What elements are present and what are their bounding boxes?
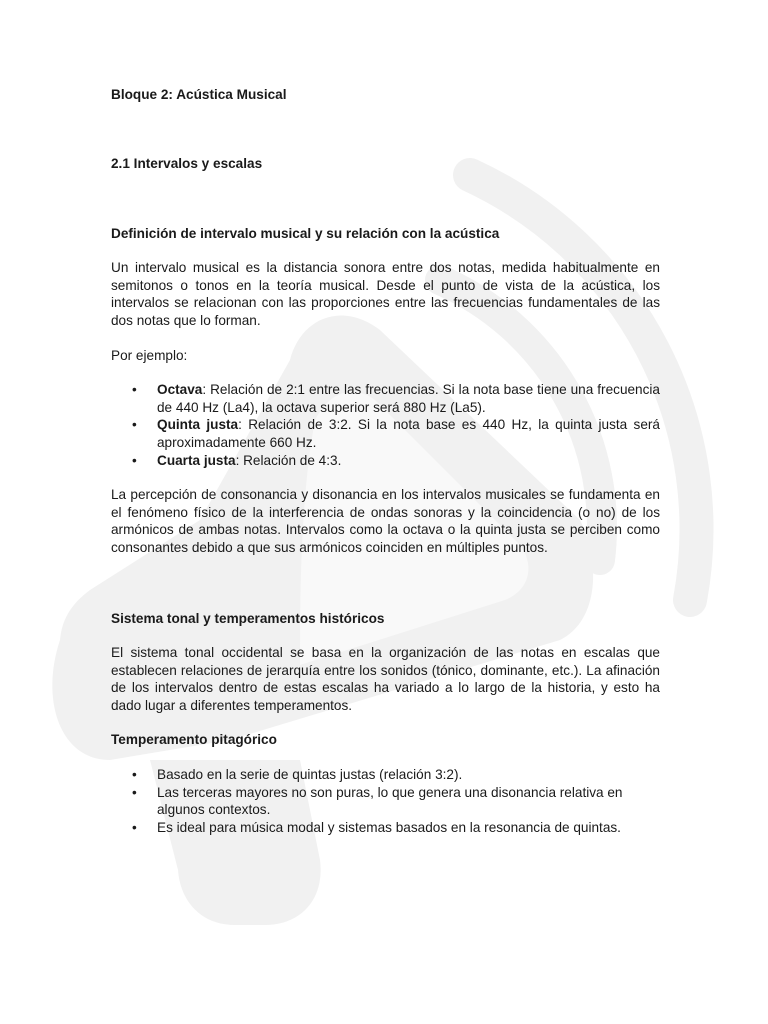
list-item xyxy=(111,416,660,451)
list-item xyxy=(111,819,660,837)
list-item xyxy=(111,766,660,784)
consonance-paragraph: La percepción de consonancia y disonancia en los intervalos musicales se fundamenta en el fenómeno físico de la interferencia de ondas sonoras y la coincidencia (o no) de los armónicos de ambas notas. Intervalos como la octava o la quinta justa se perciben como consonantes debido a que sus armónicos coinciden en múltiples puntos. xyxy=(111,487,660,555)
example-term: Quinta justa xyxy=(157,417,239,433)
block-title: Bloque 2: Acústica Musical xyxy=(111,87,287,102)
bullet-icon: • xyxy=(132,382,137,398)
bullet-icon: • xyxy=(132,819,137,835)
example-term: Cuarta justa xyxy=(157,452,236,468)
list-item xyxy=(111,784,660,819)
bullet-icon: • xyxy=(132,767,137,783)
pythagorean-heading: Temperamento pitagórico xyxy=(111,732,277,748)
document-page xyxy=(111,86,660,836)
example-term: Octava xyxy=(157,382,203,398)
definition-heading: Definición de intervalo musical y su relación con la acústica xyxy=(111,225,500,241)
list-item xyxy=(111,452,660,470)
list-item xyxy=(111,381,660,416)
definition-paragraph: Un intervalo musical es la distancia sonora entre dos notas, medida habitualmente en semitonos o tonos en la teoría musical. Desde el punto de vista de la acústica, los intervalos se relacionan con las proporciones entre las frecuencias fundamentales de las dos notas que lo forman. xyxy=(111,260,660,328)
example-intro: Por ejemplo: xyxy=(111,347,188,363)
tonal-system-heading: Sistema tonal y temperamentos históricos xyxy=(111,610,385,626)
tonal-system-paragraph: El sistema tonal occidental se basa en la organización de las notas en escalas que establecen relaciones de jerarquía entre los sonidos (tónico, dominante, etc.). La afinación de los intervalos dentro de estas escalas ha variado a lo largo de la historia, y esto ha dado lugar a diferentes temperamentos. xyxy=(111,645,660,713)
example-text: : Relación de 3:2. Si la nota base es 440 Hz, la quinta justa será aproximadamente 660 Hz. xyxy=(157,417,660,450)
bullet-icon: • xyxy=(132,784,137,800)
list-item-text: Es ideal para música modal y sistemas basados en la resonancia de quintas. xyxy=(157,819,621,835)
bullet-icon: • xyxy=(132,417,137,433)
bullet-icon: • xyxy=(132,452,137,468)
list-item-text: Las terceras mayores no son puras, lo que genera una disonancia relativa en algunos contextos. xyxy=(157,784,623,818)
example-text: : Relación de 4:3. xyxy=(235,452,342,468)
section-title: 2.1 Intervalos y escalas xyxy=(111,156,263,171)
pythagorean-list xyxy=(111,766,660,836)
example-text: : Relación de 2:1 entre las frecuencias. Si la nota base tiene una frecuencia de 440 Hz (La4), la octava superior será 880 Hz (La5). xyxy=(157,382,660,415)
examples-list xyxy=(111,381,660,469)
list-item-text: Basado en la serie de quintas justas (relación 3:2). xyxy=(157,767,463,783)
